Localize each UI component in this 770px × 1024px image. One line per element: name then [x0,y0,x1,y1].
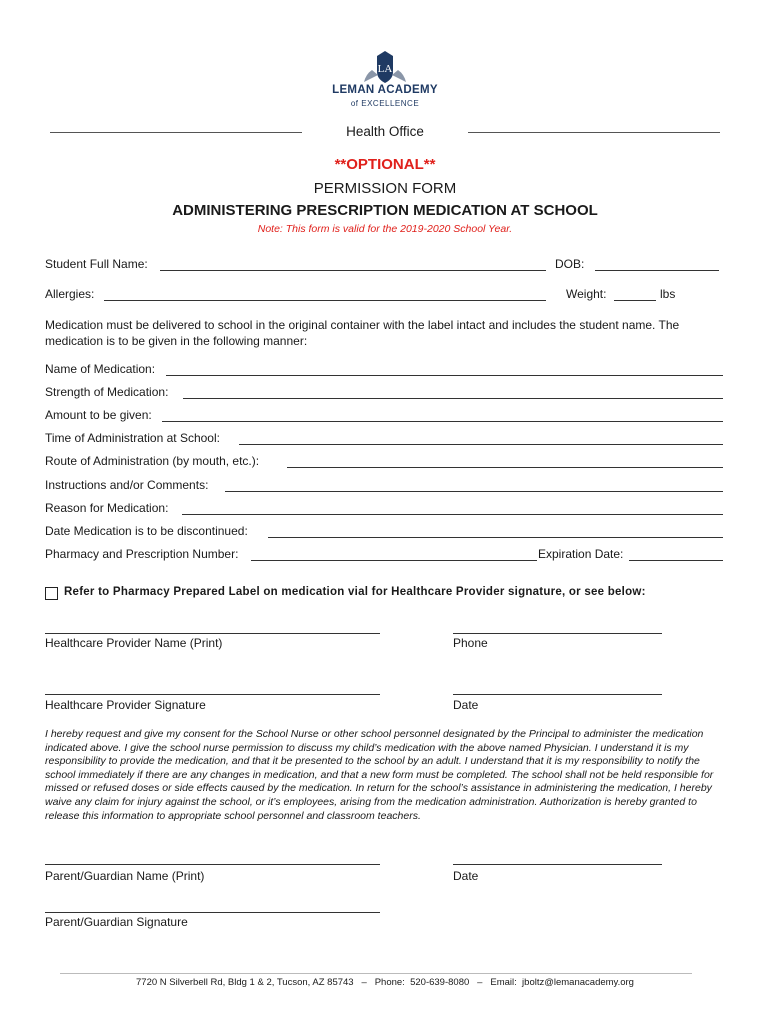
med-amount-field[interactable] [162,421,723,422]
optional-label: **OPTIONAL** [334,156,436,173]
med-time-field[interactable] [239,444,723,445]
provider-phone-line[interactable] [453,633,662,634]
office-title: Health Office [346,124,424,139]
logo-name: LEMAN ACADEMY [332,84,438,96]
med-reason-label: Reason for Medication: [45,501,169,515]
dob-field[interactable] [595,270,719,271]
med-time-label: Time of Administration at School: [45,431,220,445]
expiration-label: Expiration Date: [538,547,624,561]
pharmacy-label: Pharmacy and Prescription Number: [45,547,239,561]
pharmacy-label-checkbox[interactable] [45,587,58,600]
school-logo [320,48,450,112]
med-route-field[interactable] [287,467,723,468]
guardian-name-label: Parent/Guardian Name (Print) [45,869,205,883]
guardian-signature-label: Parent/Guardian Signature [45,915,188,929]
form-subtitle: ADMINISTERING PRESCRIPTION MEDICATION AT SCHOOL [172,202,598,219]
guardian-date-label: Date [453,869,479,883]
weight-field[interactable] [614,300,656,301]
med-route-label: Route of Administration (by mouth, etc.): [45,454,260,468]
crest-icon [320,48,450,86]
guardian-signature-line[interactable] [45,912,380,913]
consent-text: I hereby request and give my consent for the School Nurse or other school personnel designated by the Principal to administer the medication indicated above. I give the school nurse permission to discuss my child’s medication with the above named Physician. I understand it is my responsibility to provide the medication, and that it be presented to the school by an adult. I understand that it is my responsibility to notify the school immediately if there are any changes in medication, and that a new form must be completed. The school shall not be held responsible for missed or refused doses or side effects caused by the medication. In return for the school’s assistance in administering the medication, I hereby waive any claim for injury against the school, or it’s employees, arising from the medication administration. Authorization is hereby granted to release this information to appropriate school personnel and classroom teachers. [45,728,714,822]
provider-signature-label: Healthcare Provider Signature [45,698,206,712]
dob-label: DOB: [555,257,585,271]
allergies-label: Allergies: [45,287,95,301]
med-discontinue-label: Date Medication is to be discontinued: [45,524,248,538]
provider-phone-label: Phone [453,636,488,650]
provider-name-line[interactable] [45,633,380,634]
student-name-label: Student Full Name: [45,257,148,271]
weight-label: Weight: [566,287,607,301]
allergies-field[interactable] [104,300,546,301]
guardian-name-line[interactable] [45,864,380,865]
guardian-date-line[interactable] [453,864,662,865]
form-title: PERMISSION FORM [313,180,457,197]
med-discontinue-field[interactable] [268,537,723,538]
provider-date-label: Date [453,698,479,712]
med-name-field[interactable] [166,375,723,376]
expiration-field[interactable] [629,560,723,561]
logo-initials: LA [377,63,393,75]
student-name-field[interactable] [160,270,546,271]
weight-unit: lbs [660,287,676,301]
provider-date-line[interactable] [453,694,662,695]
med-strength-label: Strength of Medication: [45,385,169,399]
provider-signature-line[interactable] [45,694,380,695]
provider-name-label: Healthcare Provider Name (Print) [45,636,223,650]
med-instructions-label: Instructions and/or Comments: [45,478,209,492]
intro-text: Medication must be delivered to school in the original container with the label intact and includes the student name. The medication is to be given in the following manner: [45,318,680,348]
footer-divider [60,973,692,974]
pharmacy-field[interactable] [251,560,537,561]
footer-contact: 7720 N Silverbell Rd, Bldg 1 & 2, Tucson, AZ 85743 – Phone: 520-639-8080 – Email: jboltz@lemanacademy.org [136,977,634,988]
checkbox-label: Refer to Pharmacy Prepared Label on medication vial for Healthcare Provider signature, or see below: [64,586,646,598]
med-amount-label: Amount to be given: [45,408,152,422]
validity-note: Note: This form is valid for the 2019-2020 School Year. [257,223,513,235]
med-instructions-field[interactable] [225,491,723,492]
med-name-label: Name of Medication: [45,362,156,376]
logo-subtitle: of EXCELLENCE [350,99,420,108]
med-reason-field[interactable] [182,514,723,515]
med-strength-field[interactable] [183,398,723,399]
